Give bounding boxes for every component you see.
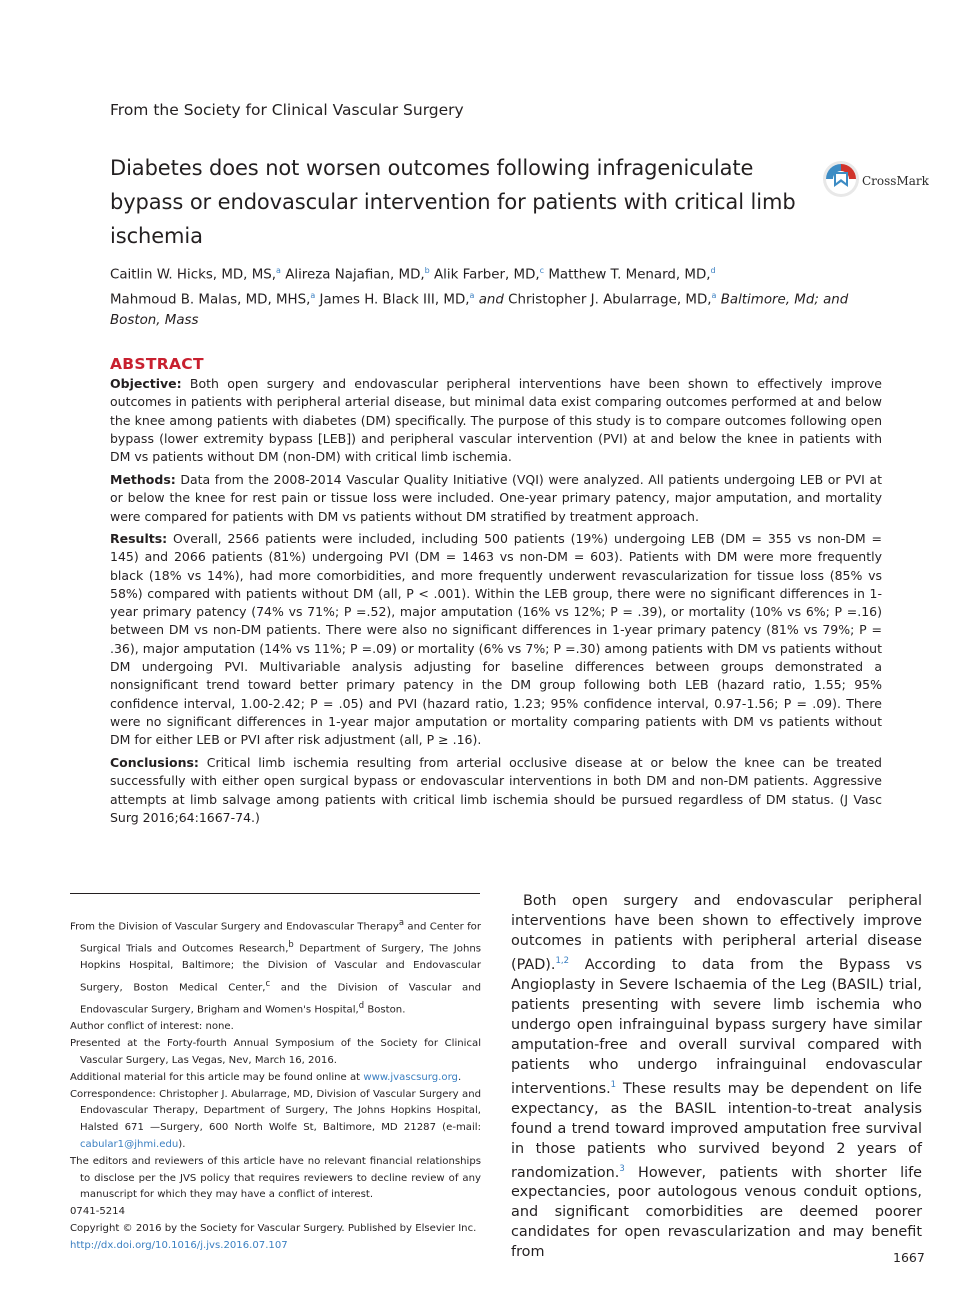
reference-citation[interactable]: 1 <box>610 1079 617 1090</box>
affiliation-marker[interactable]: b <box>424 266 430 275</box>
footnote-correspondence: Correspondence: Christopher J. Abularrage, MD, Division of Vascular Surgery and Endovascular Therapy, Department of Surgery, The Johns Hopkins Hospital, Halsted 671 —Surgery, 600 North Wolfe St, Baltimore, MD 21287 (e-mail: cabular1@jhmi.edu). <box>70 1088 481 1150</box>
abstract-objective <box>110 375 882 466</box>
abstract-results <box>110 530 882 750</box>
author-name[interactable]: Alireza Najafian, MD, <box>285 267 425 283</box>
affiliation-marker[interactable]: d <box>710 266 716 275</box>
author-conjunction: and <box>478 292 504 308</box>
affiliation-marker[interactable]: c <box>539 266 545 275</box>
page-number: 1667 <box>893 1250 925 1265</box>
conclusions-label: Conclusions: <box>110 755 199 770</box>
doi-link[interactable]: http://dx.doi.org/10.1016/j.jvs.2016.07.107 <box>70 1239 288 1251</box>
author-name[interactable]: James H. Black III, MD, <box>319 292 470 308</box>
footnote-additional: Additional material for this article may be found online at www.jvascsurg.org. <box>70 1071 462 1083</box>
results-label: Results: <box>110 531 168 546</box>
author-name[interactable]: Matthew T. Menard, MD, <box>548 267 711 283</box>
reference-citation[interactable]: 1,2 <box>555 956 570 966</box>
author-name[interactable]: Alik Farber, MD, <box>433 267 540 283</box>
author-name[interactable]: Christopher J. Abularrage, MD, <box>508 292 712 308</box>
section-label: From the Society for Clinical Vascular Surgery <box>110 101 464 119</box>
author-locations: Baltimore, Md; and Boston, Mass <box>110 292 849 328</box>
affiliation-marker[interactable]: a <box>469 290 475 300</box>
methods-label: Methods: <box>110 472 176 487</box>
methods-text: Data from the 2008-2014 Vascular Quality Initiative (VQI) were analyzed. All patients undergoing LEB or PVI at or below the knee for rest pain or tissue loss were included. One-year primary patency, major amputation, and mortality were compared for patients with DM vs patients without DM stratified by treatment approach. <box>110 472 882 524</box>
journal-website-link[interactable]: www.jvascsurg.org <box>363 1071 458 1083</box>
affiliation-marker[interactable]: a <box>711 290 717 300</box>
abstract-conclusions <box>110 754 882 827</box>
crossmark-label: CrossMark <box>862 174 929 188</box>
crossmark-icon <box>822 160 860 202</box>
correspondence-email-link[interactable]: cabular1@jhmi.edu <box>80 1139 179 1150</box>
crossmark-badge[interactable] <box>822 160 929 202</box>
footnote-copyright: Copyright © 2016 by the Society for Vascular Surgery. Published by Elsevier Inc. <box>70 1222 477 1234</box>
reference-citation[interactable]: 3 <box>619 1163 625 1174</box>
footnote-issn: 0741-5214 <box>70 1206 126 1218</box>
footnote-conflict: Author conflict of interest: none. <box>70 1021 234 1033</box>
abstract-heading: ABSTRACT <box>110 355 204 373</box>
footnote-affiliations: From the Division of Vascular Surgery and Endovascular Therapy$^a$ and Center for Surgical Trials and Outcomes Research,$^b$ Department of Surgery, The Johns Hopkins Hospital, Baltimore; the Division of Vascular and Endovascular Surgery, Boston Medical Center,$^c$ and the Division of Vascular and Endovascular Surgery, Brigham and Women's Hospital,$^d$ Boston. <box>70 917 482 1016</box>
footnotes <box>70 914 481 1255</box>
objective-text: Both open surgery and endovascular peripheral interventions have been shown to effectively improve outcomes in patients with peripheral arterial disease, but minimal data exist comparing outcomes performed at and below the knee among patients with diabetes (DM) specifically. The purpose of this study is to compare outcomes following open bypass (lower extremity bypass [LEB]) and peripheral vascular intervention (PVI) at and below the knee in patients with DM vs patients without DM (non-DM) with critical limb ischemia. <box>110 376 882 465</box>
results-text: Overall, 2566 patients were included, including 500 patients (19%) undergoing LEB (DM = 355 vs non-DM = 145) and 2066 patients (81%) undergoing PVI (DM = 1463 vs non-DM = 603). Patients with DM were more frequently black (18% vs 14%), had more comorbidities, and more frequently underwent revascularization for tissue loss (85% vs 58%) compared with patients without DM (all, P < .001). Within the LEB group, there were no significant differences in 1-year primary patency (74% vs 71%; P =.52), major amputation (16% vs 12%; P = .39), or mortality (10% vs 6%; P =.16) between DM vs non-DM patients. There were also no significant differences in 1-year primary patency (81% vs 79%; P = .36), major amputation (14% vs 11%; P =.09) or mortality (6% vs 7%; P =.30) among patients with DM vs patients without DM undergoing PVI. Multivariable analysis adjusting for baseline differences between groups demonstrated a nonsignificant trend toward better primary patency in the DM group following both LEB (hazard ratio, 1.55; 95% confidence interval, 1.00-2.42; P = .05) and PVI (hazard ratio, 1.23; 95% confidence interval, 0.97-1.56; P = .09). There were no significant differences in 1-year major amputation or mortality comparing patients with DM vs patients without DM for either LEB or PVI after risk adjustment (all, P ≥ .16). <box>110 531 882 748</box>
footnote-divider <box>70 893 480 894</box>
conclusions-text: Critical limb ischemia resulting from arterial occlusive disease at or below the knee can be treated successfully with either open surgical bypass or endovascular interventions in both DM and non-DM patients. Aggressive attempts at limb salvage among patients with critical limb ischemia should be pursued regardless of DM status. (J Vasc Surg 2016;64:1667-74.) <box>110 755 882 825</box>
footnote-disclosure: The editors and reviewers of this article have no relevant financial relationships to disclose per the JVS policy that requires reviewers to decline review of any manuscript for which they may have a conflict of interest. <box>70 1155 481 1201</box>
abstract-methods <box>110 471 882 526</box>
author-name[interactable]: Mahmoud B. Malas, MD, MHS, <box>110 292 311 308</box>
author-name[interactable]: Caitlin W. Hicks, MD, MS, <box>110 267 277 283</box>
affiliation-marker[interactable]: a <box>310 290 316 300</box>
footnote-presented: Presented at the Forty-fourth Annual Symposium of the Society for Clinical Vascular Surgery, Las Vegas, Nev, March 16, 2016. <box>70 1038 481 1067</box>
objective-label: Objective: <box>110 376 182 391</box>
article-title: Diabetes does not worsen outcomes following infrageniculate bypass or endovascular intervention for patients with critical limb ischemia <box>110 156 796 248</box>
author-list <box>110 261 880 331</box>
affiliation-marker[interactable]: a <box>276 266 281 275</box>
body-paragraph: Both open surgery and endovascular peripheral interventions have been shown to effectively improve outcomes in patients with peripheral arterial disease (PAD).$^{1,2}$ According to data from the Bypass vs Angioplasty in Severe Ischaemia of the Leg (BASIL) trial, patients presenting with severe limb ischemia who undergo open infrainguinal bypass surgery have similar amputation-free and overall survival compared with patients who undergo infrainguinal endovascular interventions.$^1$ These results may be dependent on life expectancy, as the BASIL intention-to-treat analysis found a trend toward improved amputation free survival in those patients who survived beyond 2 years of randomization.$^3$ However, patients with shorter life expectancies, poor autologous venous conduit options, and significant comorbidities are deemed poorer candidates for open revascularization and may benefit from <box>511 893 922 1261</box>
